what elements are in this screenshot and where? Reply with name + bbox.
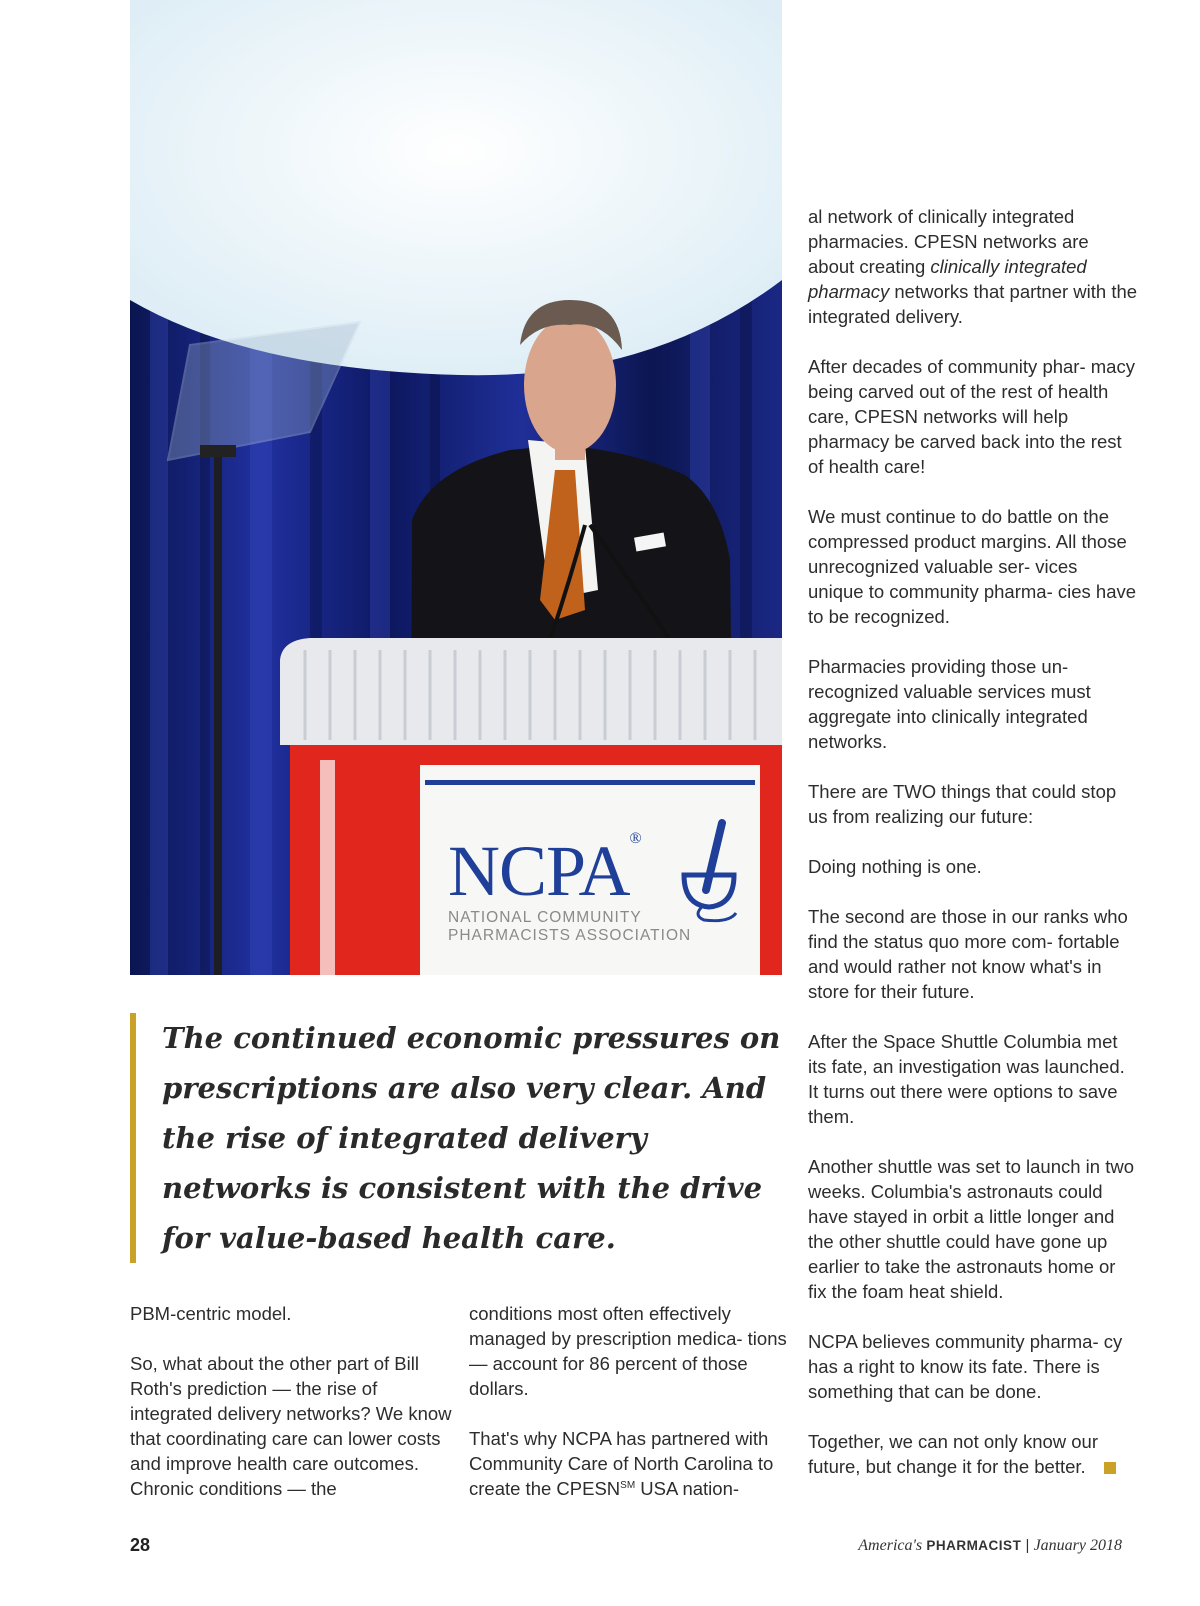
paragraph: That's why NCPA has partnered with Community Care of North Carolina to create the CPESN℠ USA nation- — [469, 1428, 774, 1499]
footer-separator: | — [1025, 1537, 1030, 1554]
speaker-photo — [130, 0, 782, 975]
pull-quote: The continued economic pressures on prescriptions are also very clear. And the rise of integrated delivery networks is consistent with the drive for value-based health care. — [130, 1013, 802, 1263]
paragraph: We must continue to do battle on the compressed product margins. All those unrecognized valuable ser- vices unique to community pharma- cies have to be recognized. — [808, 506, 1137, 627]
magazine-prefix: America's — [858, 1537, 923, 1554]
paragraph: Another shuttle was set to launch in two weeks. Columbia's astronauts could have stayed in orbit a little longer and the other shuttle could have gone up earlier to take the astronauts home or fix the foam heat shield. — [808, 1156, 1134, 1302]
paragraph: Pharmacies providing those un- recognized valuable services must aggregate into clinically integrated networks. — [808, 656, 1091, 752]
paragraph: conditions most often effectively managed by prescription medica- tions — account for 86 percent of those dollars. — [469, 1303, 787, 1399]
paragraph: The second are those in our ranks who find the status quo more com- fortable and would rather not know what's in store for their future. — [808, 906, 1128, 1002]
service-mark: SM — [620, 1479, 636, 1491]
ncpa-subtitle-2: PHARMACISTS ASSOCIATION — [448, 927, 692, 944]
left-text-column — [130, 1301, 460, 1526]
ncpa-logo — [448, 830, 748, 945]
end-of-article-square-icon — [1104, 1462, 1116, 1474]
paragraph: After decades of community phar- macy being carved out of the rest of health care, CPESN networks will help pharmacy be carved back into the rest of health care! — [808, 356, 1135, 477]
teleprompter-stand — [214, 455, 222, 975]
ncpa-logo-text: NCPA — [448, 831, 630, 911]
right-text-column — [808, 204, 1138, 1504]
issue-date: January 2018 — [1033, 1537, 1122, 1554]
mortar-pestle-logo-icon — [674, 815, 744, 925]
speaker-face — [524, 317, 616, 453]
paragraph: Doing nothing is one. — [808, 856, 982, 877]
paragraph: So, what about the other part of Bill Roth's prediction — the rise of integrated delivery networks? We know that coordinating care can lower costs and improve health care outcomes. Chronic conditions — the — [130, 1353, 452, 1499]
ncpa-registered-mark: ® — [629, 830, 642, 847]
ncpa-subtitle-1: NATIONAL COMMUNITY — [448, 909, 642, 926]
middle-text-column — [469, 1301, 789, 1526]
page-number: 28 — [130, 1535, 151, 1555]
paragraph: NCPA believes community pharma- cy has a right to know its fate. There is something that can be done. — [808, 1331, 1123, 1402]
magazine-name: PHARMACIST — [926, 1538, 1022, 1553]
running-footer — [858, 1537, 1122, 1555]
italic-phrase: clinically integrated pharmacy — [808, 256, 1087, 302]
paragraph: There are TWO things that could stop us from realizing our future: — [808, 781, 1117, 827]
projection-screen — [130, 0, 782, 375]
paragraph: After the Space Shuttle Columbia met its fate, an investigation was launched. It turns out there were options to save them. — [808, 1031, 1125, 1127]
paragraph: PBM-centric model. — [130, 1303, 292, 1324]
paragraph-final: Together, we can not only know our future, but change it for the better. — [808, 1429, 1138, 1479]
paragraph: al network of clinically integrated pharmacies. CPESN networks are about creating clinically integrated pharmacy networks that partner with the integrated delivery. — [808, 206, 1138, 327]
